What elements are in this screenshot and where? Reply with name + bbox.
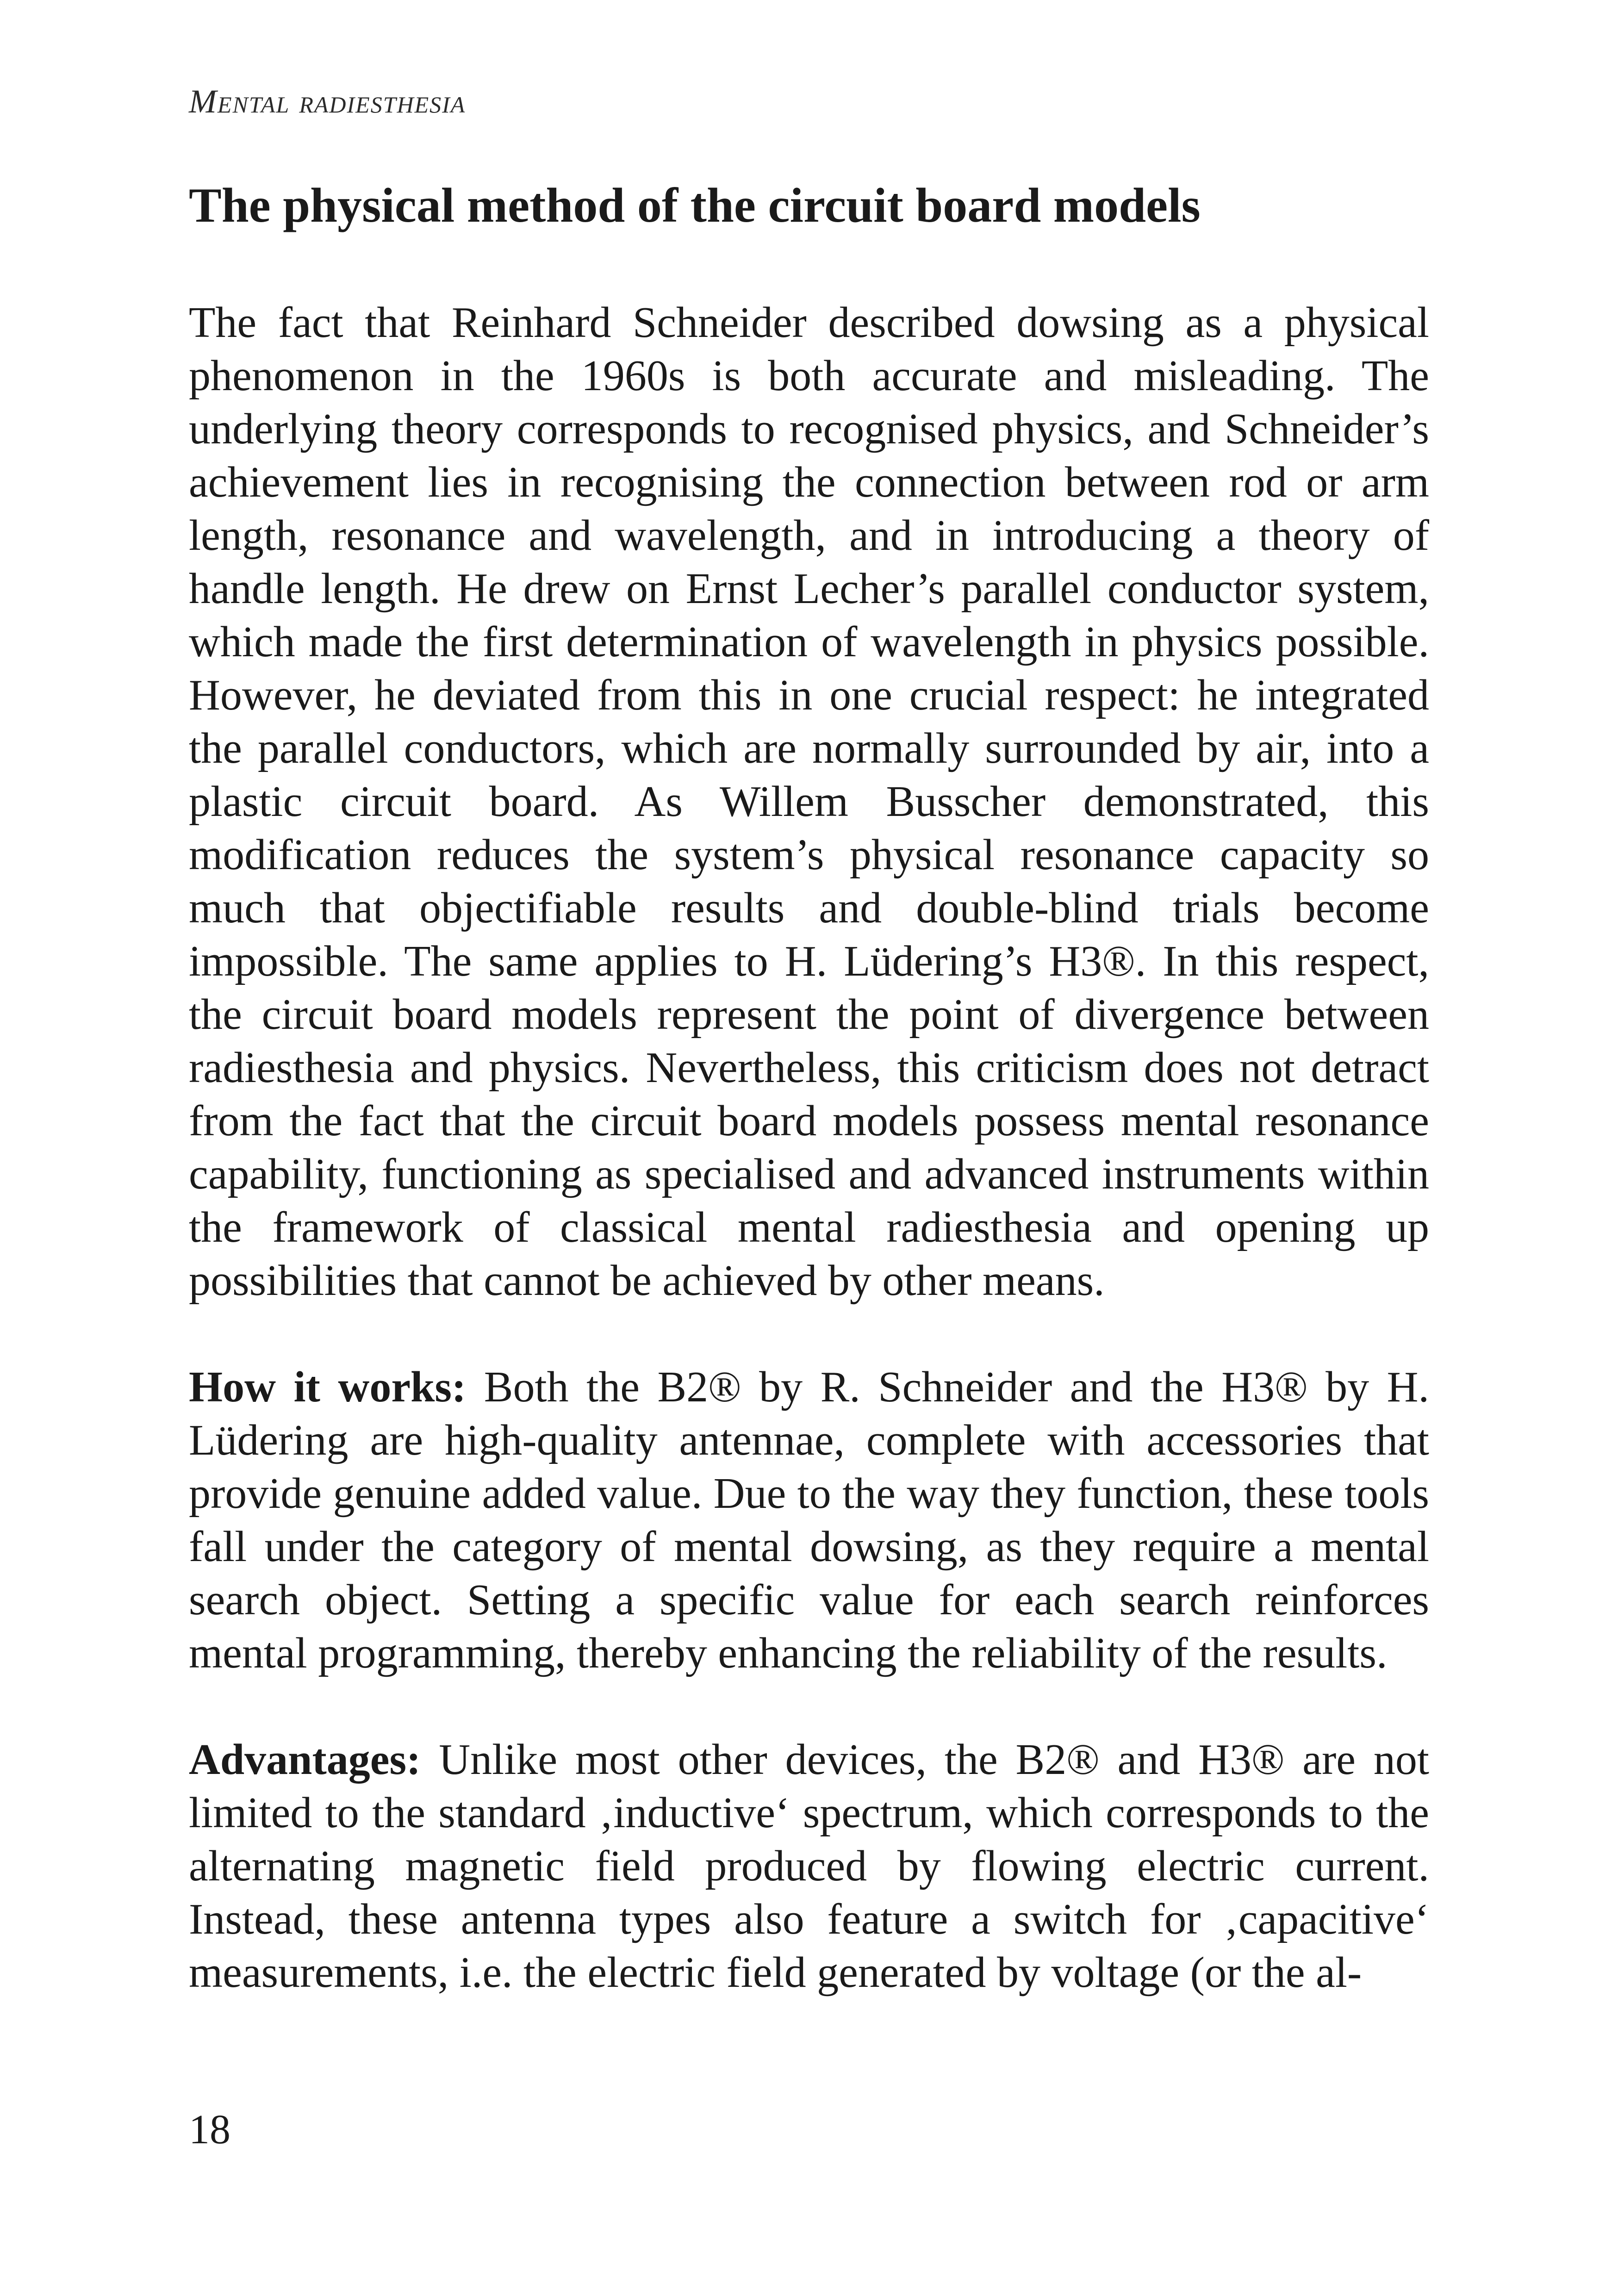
paragraph-how-it-works	[189, 1361, 1429, 1680]
page-number: 18	[189, 2107, 230, 2153]
running-header: Mental radiesthesia	[189, 83, 466, 120]
paragraph-advantages	[189, 1733, 1429, 1999]
paragraph-text: Both the B2® by R. Schneider and the H3® by H. Lüdering are high-quality antennae, complete with accessories that provide genuine added value. Due to the way they function, these tools fall under the category of mental dowsing, as they require a mental search object. Setting a specific value for each search reinforces mental programming, thereby enhancing the reliability of the results.	[189, 1363, 1430, 1677]
paragraph-text: Unlike most other devices, the B2® and H3® are not limited to the standard ‚inductive‘ spectrum, which corresponds to the alternating magnetic field produced by flowing electric current. Instead, these antenna types also feature a switch for ‚capacitive‘ measurements, i.e. the electric field generated by voltage (or the al-	[189, 1736, 1429, 1997]
paragraph-text: The fact that Reinhard Schneider described dowsing as a physical phenomenon in the 1960s is both accurate and misleading. The underlying theory corresponds to recognised physics, and Schneider’s achievement lies in recognising the connection between rod or arm length, resonance and wavelength, and in introducing a theory of handle length. He drew on Ernst Lecher’s parallel conductor system, which made the first determination of wavelength in physics possible. However, he deviated from this in one crucial respect: he integrated the parallel conductors, which are normally surrounded by air, into a plastic circuit board. As Willem Busscher demonstrated, this modification reduces the system’s physical resonance capacity so much that objectifiable results and double-blind trials become impossible. The same applies to H. Lüdering’s H3®. In this respect, the circuit board models represent the point of divergence between radiesthesia and physics. Nevertheless, this criticism does not detract from the fact that the circuit board models possess mental resonance capability, functioning as specialised and advanced instruments within the framework of classical mental radiesthesia and opening up possibilities that cannot be achieved by other means.	[189, 299, 1429, 1305]
paragraph-intro	[189, 296, 1429, 1307]
section-heading: The physical method of the circuit board models	[189, 178, 1201, 232]
paragraph-run-in-heading: How it works:	[189, 1363, 467, 1411]
paragraph-run-in-heading: Advantages:	[189, 1736, 421, 1784]
body-text	[189, 296, 1429, 1999]
